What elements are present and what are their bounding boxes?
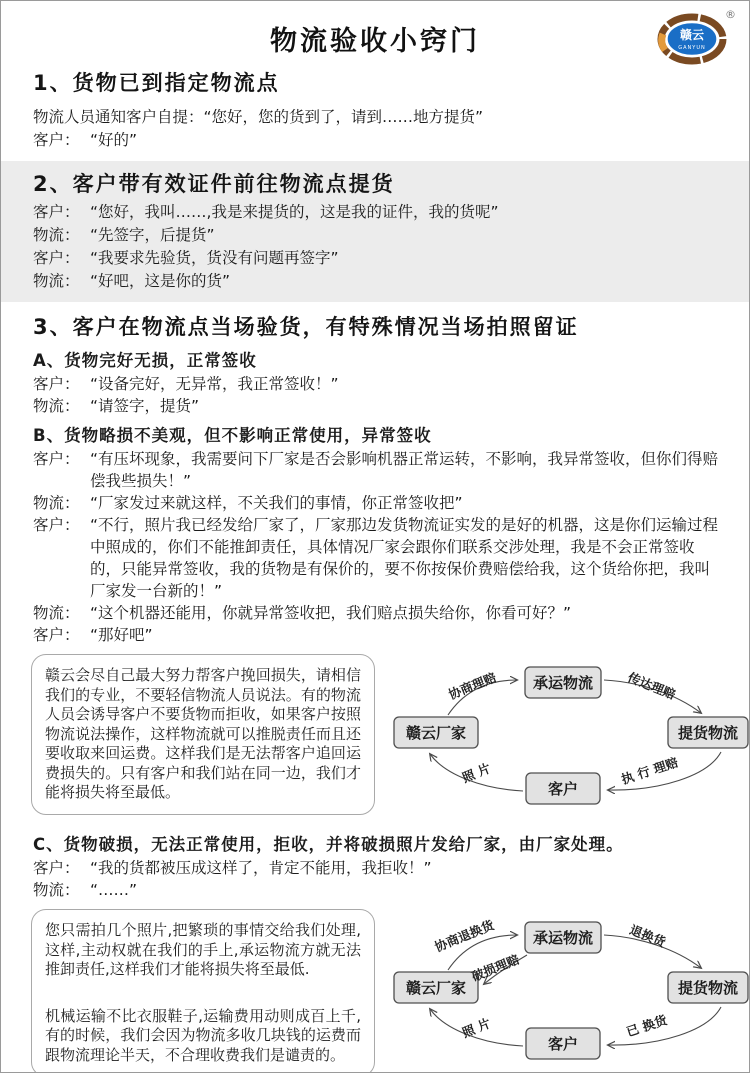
edge-label-photo: 照 片: [459, 760, 493, 786]
speaker-label: 客户：: [33, 375, 80, 393]
edge-label-negotiate-claim: 协商理赔: [446, 669, 499, 703]
node-label: 提货物流: [677, 979, 739, 997]
section2-heading: 2、客户带有效证件前往物流点提货: [33, 172, 395, 196]
speaker-label: 客户：: [33, 249, 80, 267]
advice-note-2-paragraph-1: 您只需拍几个照片,把繁琐的事情交给我们处理,这样,主动权就在我们的手上,承运物流方就无法推卸责任,这样我们才能将损失将至最低.: [45, 921, 361, 978]
dialogue-line: [33, 879, 723, 901]
speech-text: “我要求先验货，货没有问题再签字”: [90, 249, 339, 267]
dialogue-line: [33, 602, 723, 624]
speech-text: “您好，我叫……,我是来提货的，这是我的证件，我的货呢”: [90, 203, 499, 221]
return-exchange-flow-diagram: [388, 909, 750, 1073]
speaker-label: 客户：: [33, 131, 80, 149]
note1-diagram1-row: [31, 654, 743, 826]
advice-note-2-paragraph-2: 机械运输不比衣服鞋子,运输费用动则成百上千,有的时候，我们会因为物流多收几块钱的运费而跟物流理论半天，不合理收费我们是谴责的。: [45, 1006, 361, 1064]
speaker-label: 客户：: [33, 859, 80, 877]
case-b-heading: B、货物略损不美观，但不影响正常使用，异常签收: [33, 426, 432, 445]
node-label: 赣云厂家: [405, 724, 467, 742]
speech-text: “我的货都被压成这样了，肯定不能用，我拒收！”: [90, 859, 432, 877]
dialogue-line: [33, 373, 723, 395]
dialogue-line: [33, 270, 723, 293]
advice-note-1: 赣云会尽自己最大努力帮客户挽回损失，请相信我们的专业，不要轻信物流人员说法。有的物流人员会诱导客户不要货物而拒收，如果客户按照物流说法操作，这样物流就可以推脱责任而且还要收取来回运费。这样我们是无法帮客户追回运费损失的。只有客户和我们站在同一边，我们才能将损失将至最低。: [31, 654, 375, 815]
page-header: [1, 1, 749, 59]
logo-text-cn: 赣云: [679, 28, 705, 42]
speaker-label: 物流：: [33, 397, 80, 415]
speech-text: “这个机器还能用，你就异常签收把，我们赔点损失给你，你看可好？”: [90, 604, 572, 622]
case-c-heading: C、货物破损，无法正常使用，拒收，并将破损照片发给厂家，由厂家处理。: [33, 835, 624, 854]
edge-label-return-goods: 退换货: [627, 921, 668, 950]
dialogue-line: [33, 224, 723, 247]
speech-text: “设备完好，无异常，我正常签收！”: [90, 375, 339, 393]
speech-text: “您好，您的货到了，请到……地方提货”: [203, 108, 484, 126]
speaker-label: 物流：: [33, 604, 80, 622]
speech-text: “……”: [90, 881, 138, 899]
section3-heading: 3、客户在物流点当场验货，有特殊情况当场拍照留证: [33, 315, 579, 339]
speaker-label: 物流：: [33, 881, 80, 899]
note2-diagram2-row: [31, 909, 743, 1073]
section1-heading: 1、货物已到指定物流点: [33, 71, 280, 95]
page-title: 物流验收小窍门: [270, 26, 480, 57]
logo-ring-orange: [662, 34, 665, 50]
speech-text: “先签字，后提货”: [90, 226, 215, 244]
edge-label-execute-claim: 执 行 理赔: [619, 754, 680, 787]
speech-text: “好吧，这是你的货”: [90, 272, 231, 290]
speaker-label: 物流：: [33, 226, 80, 244]
speaker-label: 客户：: [33, 516, 80, 534]
dialogue-line: [33, 106, 723, 129]
edge-label-damage-claim: 破损理赔: [469, 951, 522, 985]
speaker-label: 客户：: [33, 203, 80, 221]
dialogue-line: [33, 201, 723, 224]
dialogue-line: [33, 492, 723, 514]
speaker-label: 物流人员通知客户自提：: [33, 108, 204, 126]
node-label: 赣云厂家: [405, 979, 467, 997]
node-label: 客户: [547, 1035, 579, 1053]
registered-mark: ®: [725, 8, 736, 21]
dialogue-line: [33, 624, 723, 646]
advice-note-2: [31, 909, 375, 1073]
speech-text: “请签字，提货”: [90, 397, 200, 415]
edge-label-photo: 照 片: [459, 1015, 493, 1041]
speech-text: “好的”: [90, 131, 138, 149]
speaker-label: 物流：: [33, 272, 80, 290]
dialogue-line: [33, 514, 723, 602]
dialogue-line: [33, 448, 723, 492]
edge-label-relay-claim: 传达理赔: [625, 669, 678, 703]
claim-flow-diagram: [388, 654, 750, 826]
node-label: 提货物流: [677, 724, 739, 742]
dialogue-line: [33, 247, 723, 270]
section1-dialogues: [1, 106, 749, 152]
node-label: 客户: [547, 780, 579, 798]
dialogue-line: [33, 129, 723, 152]
speaker-label: 物流：: [33, 494, 80, 512]
logo-text-en: GANYUN: [678, 45, 706, 51]
section2-gray-band: [1, 161, 749, 302]
speaker-label: 客户：: [33, 626, 80, 644]
speech-text: “不行，照片我已经发给厂家了，厂家那边发货物流证实发的是好的机器，这是你们运输过程中照成的，你们不能推卸责任，具体情况厂家会跟你们联系交涉处理，我是不会正常签收的，只能异常签收，我的货物是有保价的，要不你按保价费赔偿给我，这个货给你把，我叫厂家发一台新的！”: [90, 516, 719, 600]
edge-label-negotiate-return: 协商退换货: [432, 917, 497, 955]
dialogue-line: [33, 857, 723, 879]
node-label: 承运物流: [532, 674, 594, 692]
node-label: 承运物流: [532, 929, 594, 947]
speaker-label: 客户：: [33, 450, 80, 468]
speech-text: “厂家发过来就这样，不关我们的事情，你正常签收把”: [90, 494, 463, 512]
ganyun-logo-icon: [651, 6, 741, 66]
speech-text: “有压坏现象，我需要问下厂家是否会影响机器正常运转，不影响，我异常签收，但你们得赔偿我些损失！”: [90, 450, 719, 490]
brand-logo: [651, 6, 741, 66]
speech-text: “那好吧”: [90, 626, 153, 644]
edge-label-exchanged: 已 换货: [624, 1012, 669, 1040]
case-a-heading: A、货物完好无损，正常签收: [33, 351, 257, 370]
dialogue-line: [33, 395, 723, 417]
